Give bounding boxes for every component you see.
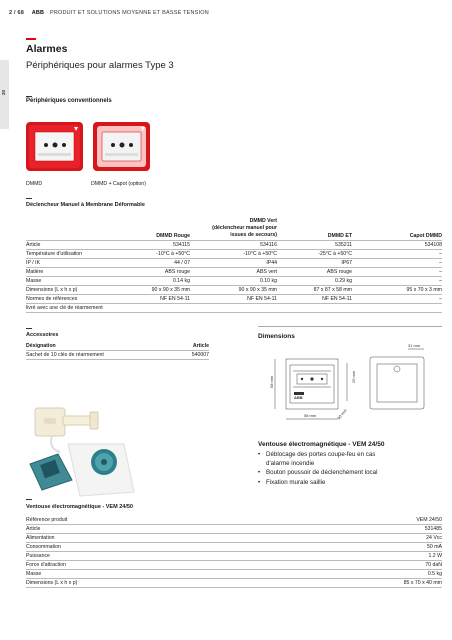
- page-number: 2 / 68: [9, 10, 24, 16]
- table-cell: Alimentation: [26, 534, 264, 543]
- table-cell: 534108: [352, 241, 442, 250]
- table-cell: [352, 304, 442, 313]
- section-dash: [26, 328, 32, 329]
- table-row: [26, 259, 442, 268]
- table-cell: –: [352, 295, 442, 304]
- table-cell: 0.14 kg: [126, 277, 190, 286]
- table-row: [26, 342, 209, 351]
- table-cell: 90 x 90 x 35 mm: [126, 286, 190, 295]
- dmmd-photo: [24, 121, 86, 173]
- table-cell: IP44: [190, 259, 277, 268]
- brand-name: ABB: [31, 10, 45, 16]
- table-row: [26, 250, 442, 259]
- table-cell: –: [352, 259, 442, 268]
- table-row: [26, 516, 442, 525]
- dimensions-title: Dimensions: [258, 333, 295, 340]
- dmmd-rows: [26, 241, 442, 313]
- col-designation: Désignation: [26, 342, 176, 351]
- dimensions-drawing: [257, 341, 442, 421]
- page-header: [9, 10, 209, 16]
- table-row: [26, 286, 442, 295]
- dim-brand: ABB: [294, 395, 303, 400]
- list-item: • Fixation murale saillie: [258, 478, 377, 487]
- header-title: PRODUIT ET SOLUTIONS MOYENNE ET BASSE TENSION: [49, 10, 209, 16]
- table-cell: Puissance: [26, 552, 264, 561]
- table-cell: 24 Vcc: [264, 534, 442, 543]
- col-vert-line: (déclencheur manuel pour: [212, 225, 277, 231]
- table-cell: Dimensions (L x h x p): [26, 286, 126, 295]
- caption-dmmd: DMMD: [26, 181, 43, 187]
- table-cell: IP67: [277, 259, 352, 268]
- table-cell: 70 daN: [264, 561, 442, 570]
- table-cell: Matière: [26, 268, 126, 277]
- table-cell: NF EN 54-11: [126, 295, 190, 304]
- table-cell: ABS rouge: [126, 268, 190, 277]
- table-cell: 0.29 kg: [277, 277, 352, 286]
- section-title-accessoires: Accessoires: [26, 332, 59, 338]
- table-cell: –: [352, 277, 442, 286]
- table-row: [26, 268, 442, 277]
- table-cell: Force d'attraction: [26, 561, 264, 570]
- table-cell: -10°C à +50°C: [190, 250, 277, 259]
- table-cell: NF EN 54-11: [277, 295, 352, 304]
- table-row: [26, 570, 442, 579]
- table-cell: 95 x 70 x 3 mm: [352, 286, 442, 295]
- table-cell: 535211: [277, 241, 352, 250]
- table-cell: 0.5 kg: [264, 570, 442, 579]
- dim-label: 58 mm: [269, 375, 274, 388]
- table-cell: 50 mA: [264, 543, 442, 552]
- table-row: [26, 304, 442, 313]
- accessories-table: [26, 342, 209, 360]
- col-article: Article: [176, 342, 209, 351]
- bullet-text: Déblocage des portes coupe-feu en cas: [266, 451, 376, 458]
- table-cell: 534116: [190, 241, 277, 250]
- table-cell: VEM 24/50: [264, 516, 442, 525]
- table-header: [26, 218, 442, 241]
- col-vert-line: DMMD Vert: [249, 218, 277, 224]
- table-row: [26, 534, 442, 543]
- table-cell: [190, 304, 277, 313]
- vem-title: Ventouse électromagnétique - VEM 24/50: [258, 441, 385, 448]
- table-cell: 44 / 07: [126, 259, 190, 268]
- table-row: [26, 543, 442, 552]
- table-cell: Article: [26, 241, 126, 250]
- table-cell: -25°C à +50°C: [277, 250, 352, 259]
- table-cell: –: [352, 268, 442, 277]
- vem-bullets: [258, 450, 377, 487]
- page-subtitle: Périphériques pour alarmes Type 3: [26, 60, 174, 71]
- list-item: [258, 450, 377, 468]
- page-title: Alarmes: [26, 43, 68, 55]
- table-cell: 534115: [126, 241, 190, 250]
- col-dmmd-rouge: DMMD Rouge: [156, 233, 190, 239]
- table-cell: Masse: [26, 277, 126, 286]
- dim-label: 31 mm: [408, 343, 421, 348]
- table-cell: IP / IK: [26, 259, 126, 268]
- table-cell: Dimensions (L x h x p): [26, 579, 264, 588]
- dim-label: 90 mm: [336, 407, 348, 421]
- col-dmmd-et: DMMD ET: [327, 233, 352, 239]
- dim-label: 58 mm: [304, 413, 317, 418]
- table-cell: Article: [26, 525, 264, 534]
- table-cell: 90 x 90 x 35 mm: [190, 286, 277, 295]
- table-cell: Référence produit: [26, 516, 264, 525]
- section-dash: [26, 96, 32, 97]
- table-cell: ABS rouge: [277, 268, 352, 277]
- table-row: [26, 561, 442, 570]
- sidebar-tab: [0, 60, 9, 129]
- col-capot: Capot DMMD: [409, 233, 442, 239]
- section-title-conventionnels: Périphériques conventionnels: [26, 98, 112, 104]
- table-row: [26, 552, 442, 561]
- section-dash: [26, 198, 32, 199]
- table-cell: [277, 304, 352, 313]
- list-item: • Bouton poussoir de déclenchement local: [258, 468, 377, 477]
- dmmd-table: [26, 218, 442, 313]
- table-row: [26, 277, 442, 286]
- col-vert-line: issues de secours): [230, 232, 277, 238]
- caption-dmmd-capot: DMMD + Capot (option): [91, 181, 146, 187]
- table-row: [26, 525, 442, 534]
- table-cell: 531485: [264, 525, 442, 534]
- table-cell: Température d'utilisation: [26, 250, 126, 259]
- accent-bar: [26, 38, 36, 40]
- bullet-text: d'alarme incendie: [266, 460, 315, 468]
- table-cell: 87 x 87 x 58 mm: [277, 286, 352, 295]
- table-cell: NF EN 54-11: [190, 295, 277, 304]
- section-dash: [26, 499, 32, 500]
- vem-table-title: Ventouse électromagnétique - VEM 24/50: [26, 504, 133, 510]
- table-cell: ABS vert: [190, 268, 277, 277]
- cell: Sachet de 10 clés de réarmement: [26, 351, 176, 360]
- table-row: [26, 241, 442, 250]
- table-cell: Masse: [26, 570, 264, 579]
- dimensions-divider: [258, 326, 442, 327]
- col-dmmd-vert: [212, 218, 277, 239]
- vem-table: [26, 516, 442, 588]
- table-row: [26, 579, 442, 588]
- dim-label: 26 mm: [351, 370, 356, 383]
- table-cell: [126, 304, 190, 313]
- table-cell: 1.2 W: [264, 552, 442, 561]
- table-cell: 0.10 kg: [190, 277, 277, 286]
- table-cell: Consommation: [26, 543, 264, 552]
- sidebar-number: 20: [1, 89, 7, 96]
- table-cell: livré avec une clé de réarmement: [26, 304, 126, 313]
- table-cell: –: [352, 250, 442, 259]
- table-row: [26, 295, 442, 304]
- table-cell: Normes de références: [26, 295, 126, 304]
- dmmd-capot-photo: [91, 121, 153, 173]
- vem-photo: [28, 440, 158, 498]
- table-row: [26, 351, 209, 360]
- cell: 540007: [176, 351, 209, 360]
- table-cell: 85 x 70 x 40 mm: [264, 579, 442, 588]
- section-title-dmmd: Déclencheur Manuel à Membrane Déformable: [26, 202, 145, 208]
- table-cell: -10°C à +50°C: [126, 250, 190, 259]
